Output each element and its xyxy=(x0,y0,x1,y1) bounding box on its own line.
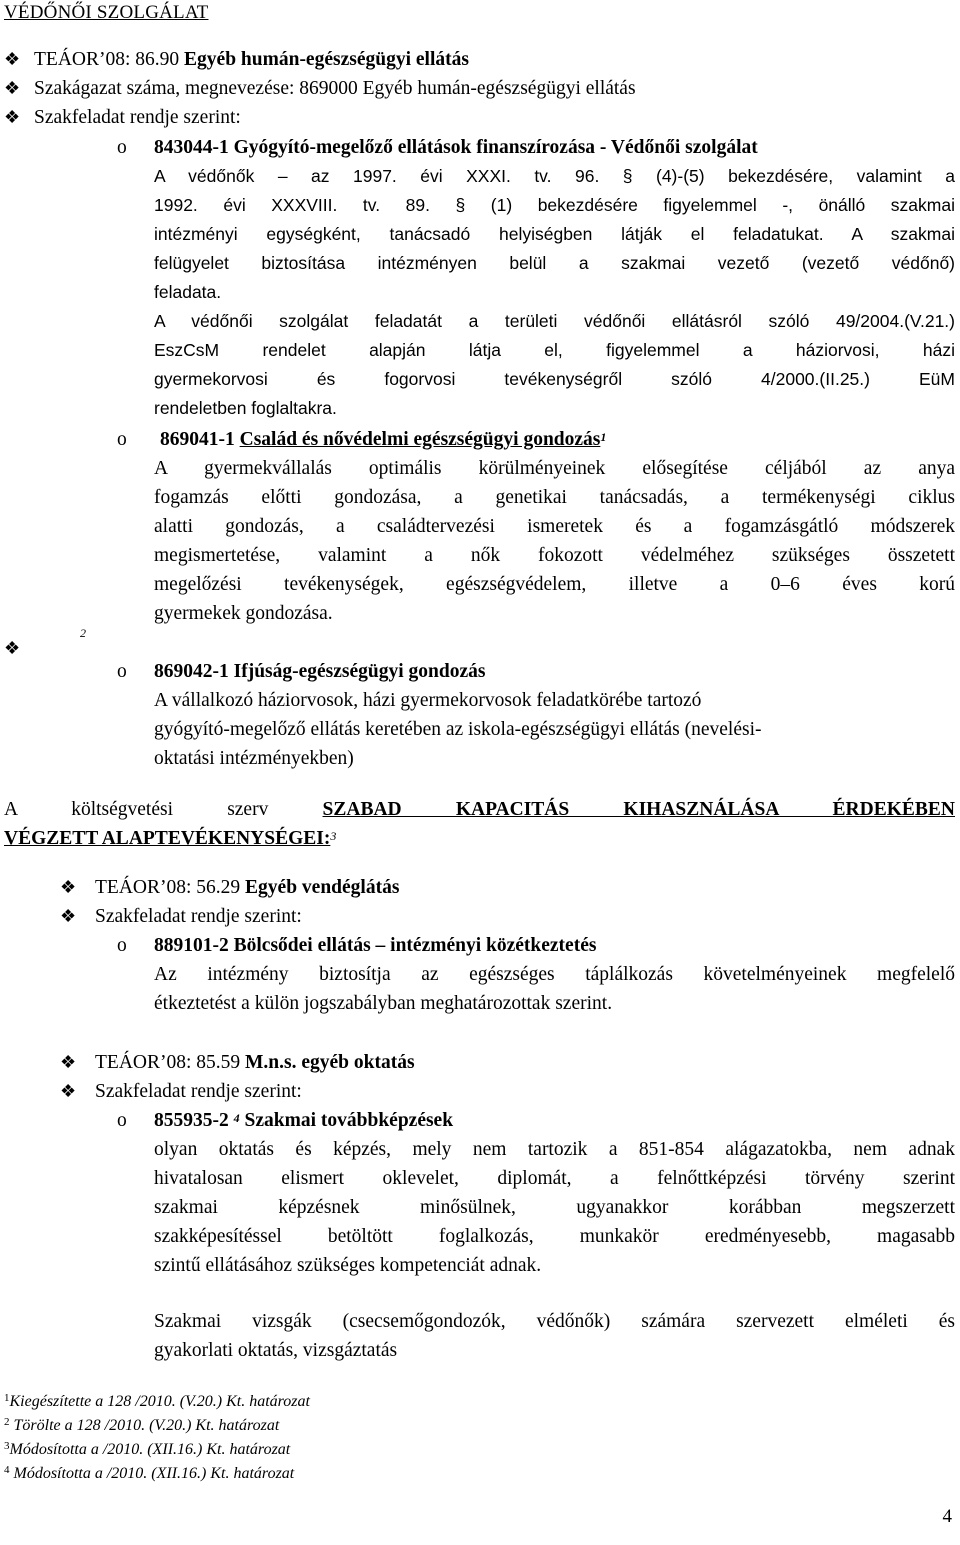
diamond-bullet-icon: ❖ xyxy=(4,107,21,127)
rend-label-3: Szakfeladat rendje szerint: xyxy=(95,1081,302,1102)
footnote-3: $^3$Módosította a /2010. (XII.16.) Kt. határozat xyxy=(4,1440,291,1458)
item-889101-text: Az intézmény biztosítja az egészséges táplálkozás követelményeinek megfelelő étkeztetést a külön jogszabályban meghatározottak szerint. xyxy=(154,964,955,1014)
section2-intro-line1: A költségvetési szerv SZABAD KAPACITÁS KIHASZNÁLÁSA ÉRDEKÉBEN xyxy=(4,799,955,820)
diamond-bullet-icon: ❖ xyxy=(4,78,21,98)
teaor-line-1: TEÁOR’08: 86.90 Egyéb humán-egészségügyi ellátás xyxy=(34,49,469,70)
circle-bullet-icon: o xyxy=(117,935,127,956)
item-855935-text: olyan oktatás és képzés, mely nem tartozik a 851-854 alágazatokba, nem adnak hivatalosan elismert oklevelet, diplomát, a felnőttképzési törvény szerint szakmai képzésnek minősülnek, ugyanakkor korábban megszerzett szakképesítéssel betöltött foglalkozás, munkakör eredményesebb, magasabb szintű ellátásához szükséges kompetenciát adnak. xyxy=(154,1139,955,1276)
footnote-1: $^1$Kiegészítette a 128 /2010. (V.20.) Kt. határozat xyxy=(4,1392,310,1410)
szakagazat-line: Szakágazat száma, megnevezése: 869000 Egyéb humán-egészségügyi ellátás xyxy=(34,78,636,99)
circle-bullet-icon: o xyxy=(117,661,127,682)
circle-bullet-icon: o xyxy=(117,1110,127,1131)
item-855935-text-2: Szakmai vizsgák (csecsemőgondozók, védőnők) számára szervezett elméleti és gyakorlati oktatás, vizsgáztatás xyxy=(154,1311,955,1361)
deleted-footnote-ref: 2 xyxy=(80,626,86,640)
diamond-bullet-icon: ❖ xyxy=(60,1052,77,1072)
rend-label-1: Szakfeladat rendje szerint: xyxy=(34,107,241,128)
page-number: 4 xyxy=(942,1506,952,1527)
diamond-bullet-icon: ❖ xyxy=(60,1081,77,1101)
section2-intro-line2: VÉGZETT ALAPTEVÉKENYSÉGEI:$^3$ xyxy=(4,828,337,849)
circle-bullet-icon: o xyxy=(117,137,127,158)
diamond-bullet-icon: ❖ xyxy=(4,49,21,69)
diamond-bullet-icon: ❖ xyxy=(4,638,21,658)
item-855935-title: 855935-2 $^4$ Szakmai továbbképzések xyxy=(154,1110,454,1131)
rend-label-2: Szakfeladat rendje szerint: xyxy=(95,906,302,927)
item-869041-text: A gyermekvállalás optimális körülményeinek elősegítése céljából az anya fogamzás előtti gondozása, a genetikai tanácsadás, a termékenységi ciklus alatti gondozás, a családtervezési ismeretek és a fogamzásgátló módszerek megismertetése, valamint a nők fokozott védelméhez szükséges összetett megelőzési tevékenységek, egészségvédelem, illetve a 0–6 éves korú gyermekek gondozása. xyxy=(154,458,955,624)
item-869042-text: A vállalkozó háziorvosok, házi gyermekorvosok feladatkörébe tartozó gyógyító-megelőző ellátás keretében az iskola-egészségügyi ellátás (nevelési- oktatási intézményekben) xyxy=(154,690,762,769)
footnote-4: $^4$ Módosította a /2010. (XII.16.) Kt. határozat xyxy=(4,1464,295,1482)
page-heading: VÉDŐNŐI SZOLGÁLAT xyxy=(4,2,209,23)
footnote-2: $^2$ Törölte a 128 /2010. (V.20.) Kt. határozat xyxy=(4,1416,280,1434)
item-889101-title: 889101-2 Bölcsődei ellátás – intézményi közétkeztetés xyxy=(154,935,597,956)
item-869041-title: 869041-1 Család és nővédelmi egészségügyi gondozás$^1$ xyxy=(160,429,607,450)
circle-bullet-icon: o xyxy=(117,429,127,450)
diamond-bullet-icon: ❖ xyxy=(60,877,77,897)
teaor-line-2: TEÁOR’08: 56.29 Egyéb vendéglátás xyxy=(95,877,400,898)
teaor-line-3: TEÁOR’08: 85.59 M.n.s. egyéb oktatás xyxy=(95,1052,415,1073)
diamond-bullet-icon: ❖ xyxy=(60,906,77,926)
item-843044-title: 843044-1 Gyógyító-megelőző ellátások finanszírozása - Védőnői szolgálat xyxy=(154,137,758,158)
item-869042-title: 869042-1 Ifjúság-egészségügyi gondozás xyxy=(154,661,486,682)
item-843044-text: A védőnők – az 1997. évi XXXI. tv. 96. § (4)-(5) bekezdésére, valamint a 1992. évi XXXVIII. tv. 89. § (1) bekezdésére figyelemmel -, önálló szakmai intézményi egységként, tanácsadó helyiségben látják el feladatukat. A szakmai felügyelet biztosítása intézményen belül a szakmai vezető (vezető védőnő) feladata. A védőnői szolgálat feladatát a területi védőnői ellátásról szóló 49/2004.(V.21.) EszCsM rendelet alapján látja el, figyelemmel a háziorvosi, házi gyermekorvosi és fogorvosi tevékenységről szóló 4/2000.(II.25.) EüM rendeletben foglaltakra. xyxy=(154,166,955,418)
